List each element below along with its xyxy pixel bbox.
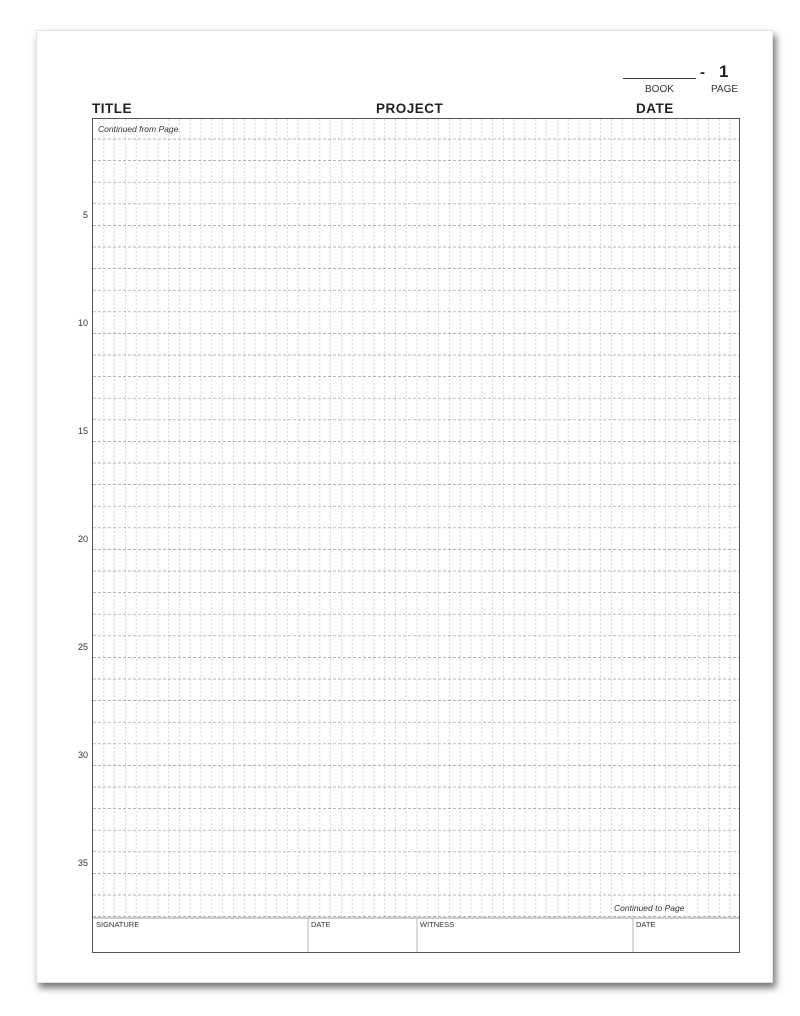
- line-number-30: 30: [77, 750, 88, 760]
- book-number-field[interactable]: [623, 78, 696, 79]
- title-label: TITLE: [92, 101, 132, 116]
- witness-date-label: DATE: [636, 920, 656, 929]
- date-label: DATE: [636, 101, 674, 116]
- book-label: BOOK: [645, 84, 674, 95]
- project-label: PROJECT: [376, 101, 444, 116]
- line-number-15: 15: [77, 426, 88, 436]
- line-number-10: 10: [77, 318, 88, 328]
- line-number-20: 20: [77, 534, 88, 544]
- signature-date-label: DATE: [311, 920, 331, 929]
- line-number-5: 5: [82, 210, 88, 220]
- grid-lines: [93, 119, 739, 952]
- continued-to-page-label: Continued to Page: [614, 903, 685, 913]
- book-page-separator: -: [700, 64, 705, 81]
- writing-grid[interactable]: [92, 118, 740, 953]
- witness-label: WITNESS: [420, 920, 455, 929]
- line-number-25: 25: [77, 642, 88, 652]
- continued-from-page-label: Continued from Page: [98, 124, 179, 134]
- signature-label: SIGNATURE: [96, 920, 140, 929]
- page-label: PAGE: [711, 84, 739, 95]
- page-number: 1: [719, 62, 729, 81]
- line-number-35: 35: [77, 858, 88, 868]
